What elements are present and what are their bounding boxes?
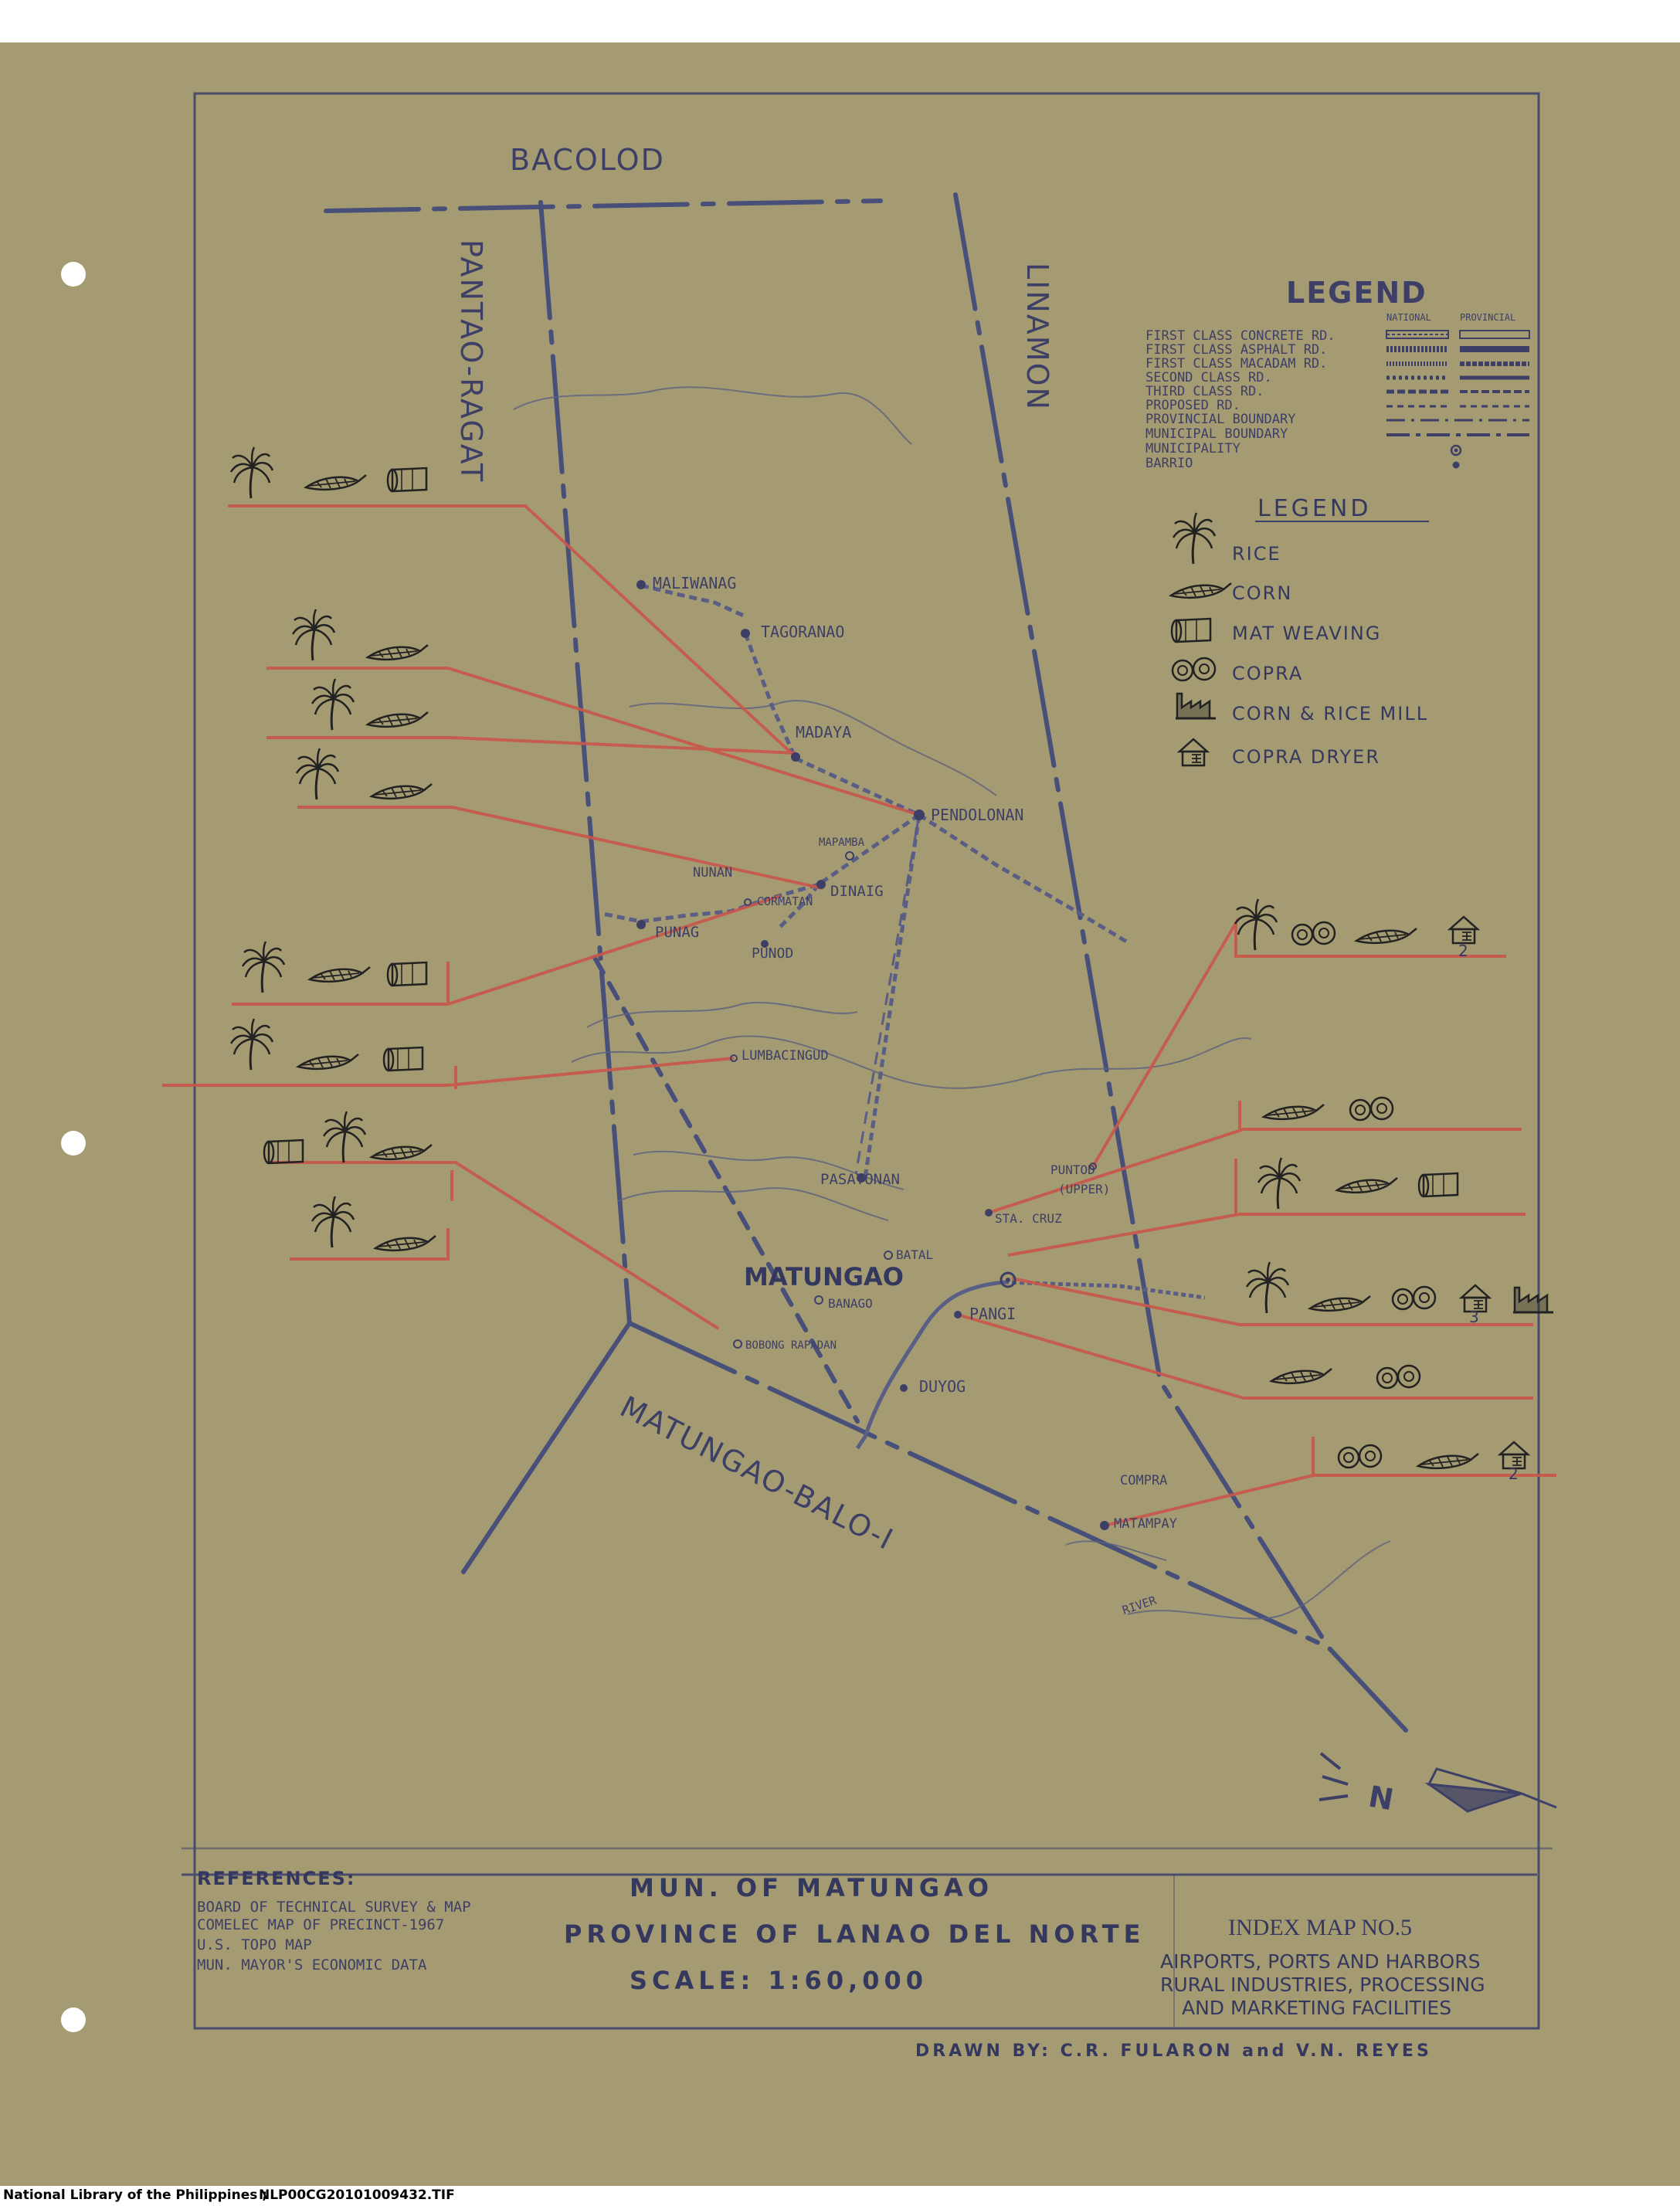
road-legend-col-national: NATIONAL [1386, 312, 1431, 323]
footer-file-id: NLP00CG20101009432.TIF [259, 2187, 455, 2203]
road-legend-item: BARRIO [1145, 456, 1193, 471]
corn-icon [368, 645, 428, 660]
dryer-count-label: 2 [1509, 1464, 1519, 1483]
icon-cluster-10 [1264, 1098, 1393, 1120]
road-legend-item: PROVINCIAL BOUNDARY [1145, 412, 1296, 427]
road-legend-item: THIRD CLASS RD. [1145, 384, 1264, 399]
icon-cluster-2 [293, 609, 428, 660]
title-index-map: INDEX MAP NO.5 [1228, 1915, 1413, 1940]
title-municipality: MUN. OF MATUNGAO [630, 1873, 994, 1902]
icon-cluster-9 [1235, 899, 1478, 950]
reference-item: U.S. TOPO MAP [197, 1936, 312, 1953]
place-cormatan: CORMATAN [757, 894, 813, 908]
road-legend-item: PROPOSED RD. [1145, 398, 1240, 413]
place-lumbacingud: LUMBACINGUD [742, 1048, 829, 1064]
settlement-markers [636, 580, 1109, 1530]
mat-weaving-icon [1419, 1173, 1458, 1196]
road-legend-col-provincial: PROVINCIAL [1460, 312, 1516, 323]
mat-weaving-icon [388, 468, 426, 491]
archive-footer [0, 2186, 1680, 2206]
corn-icon [306, 475, 366, 490]
reference-item: MUN. MAYOR'S ECONOMIC DATA [197, 1957, 427, 1974]
place-pangi: PANGI [969, 1305, 1016, 1323]
border-east-label: LINAMON [1020, 263, 1054, 411]
place-punod: PUNOD [752, 945, 794, 962]
title-subject-line: AND MARKETING FACILITIES [1182, 1997, 1452, 2019]
legend-mat-weaving-label: MAT WEAVING [1232, 623, 1382, 644]
binder-holes [61, 262, 86, 2032]
place-matungao: MATUNGAO [744, 1262, 904, 1291]
copra-dryer-icon [1179, 739, 1207, 765]
road-legend-item: FIRST CLASS CONCRETE RD. [1145, 328, 1336, 344]
corn-icon [1264, 1105, 1324, 1119]
title-block [564, 1873, 1485, 2061]
roads [602, 585, 1205, 1448]
map-frame [195, 93, 1539, 2028]
icon-cluster-8 [312, 1196, 436, 1251]
corn-icon [1171, 583, 1231, 598]
references [197, 1868, 471, 1974]
place-matampay: MATAMPAY [1114, 1516, 1177, 1532]
border-west-label: PANTAO-RAGAT [454, 239, 488, 484]
road-legend [1145, 276, 1529, 471]
corn-icon [1337, 1178, 1397, 1193]
icon-cluster-14 [1339, 1442, 1528, 1468]
corn-icon [1310, 1296, 1370, 1311]
copra-dryer-icon [1450, 917, 1478, 943]
corn-icon [372, 784, 432, 799]
icon-cluster-3 [312, 679, 428, 730]
border-north-label: BACOLOD [510, 143, 665, 177]
road-legend-item: SECOND CLASS RD. [1145, 370, 1272, 385]
icon-cluster-1 [231, 447, 426, 498]
rice-icon [243, 942, 284, 993]
icon-cluster-13 [1271, 1366, 1420, 1388]
references-title: REFERENCES: [197, 1868, 356, 1889]
rice-icon [312, 1196, 354, 1247]
copra-icon [1393, 1287, 1435, 1309]
place-mapamba: MAPAMBA [819, 837, 865, 849]
legend-corn-label: CORN [1232, 582, 1293, 604]
mat-weaving-icon [264, 1140, 303, 1163]
border-south-label: MATUNGAO-BALO-I [614, 1389, 900, 1557]
corn-rice-mill-icon [1176, 694, 1216, 718]
place-dinaig: DINAIG [830, 883, 884, 900]
copra-icon [1350, 1098, 1393, 1120]
corn-icon [372, 1145, 432, 1159]
dryer-count-label: 2 [1458, 942, 1468, 960]
icon-cluster-5 [243, 942, 426, 993]
place-banago: BANAGO [828, 1296, 873, 1311]
place-puntod: PUNTOD [1050, 1162, 1095, 1177]
footer-library-name: National Library of the Philippines ; [3, 2187, 268, 2203]
rice-icon [312, 679, 354, 730]
rice-icon [1173, 513, 1215, 564]
legend-rice-label: RICE [1232, 543, 1281, 565]
icon-cluster-7 [264, 1111, 432, 1163]
river-label: RIVER [1120, 1593, 1159, 1617]
icon-cluster-4 [297, 748, 432, 799]
industry-legend [1171, 495, 1429, 768]
place-batal: BATAL [896, 1247, 934, 1262]
corn-icon [1418, 1454, 1478, 1468]
place-pendolonan: PENDOLONAN [931, 806, 1024, 824]
rice-icon [231, 1019, 273, 1070]
north-arrow-letter: N [1366, 1779, 1398, 1817]
reference-item: BOARD OF TECHNICAL SURVEY & MAP [197, 1899, 471, 1916]
dryer-count-label: 3 [1469, 1308, 1479, 1326]
place-tagoranao: TAGORANAO [761, 623, 845, 641]
place-sta-cruz: STA. CRUZ [995, 1211, 1062, 1226]
corn-icon [298, 1054, 358, 1069]
legend-copra-label: COPRA [1232, 663, 1304, 684]
rice-icon [1247, 1262, 1288, 1313]
title-province: PROVINCE OF LANAO DEL NORTE [564, 1919, 1145, 1949]
place-duyog: DUYOG [919, 1377, 966, 1396]
icon-cluster-12 [1247, 1262, 1553, 1313]
mat-weaving-icon [384, 1047, 423, 1071]
legend-copra-dryer-label: COPRA DRYER [1232, 746, 1380, 768]
corn-icon [1356, 928, 1417, 943]
place-madaya: MADAYA [796, 723, 852, 742]
legend-corn-rice-mill-label: CORN & RICE MILL [1232, 703, 1429, 725]
place-compra: COMPRA [1120, 1473, 1168, 1488]
road-legend-item: MUNICIPAL BOUNDARY [1145, 426, 1288, 442]
copra-icon [1377, 1366, 1420, 1388]
rice-icon [1258, 1158, 1300, 1209]
rice-icon [231, 447, 273, 498]
road-legend-item: FIRST CLASS MACADAM RD. [1145, 356, 1328, 372]
copra-icon [1173, 658, 1215, 680]
place-pasayonan: PASAYONAN [820, 1171, 900, 1188]
road-legend-item: FIRST CLASS ASPHALT RD. [1145, 342, 1328, 358]
rice-icon [293, 609, 334, 660]
copra-icon [1339, 1445, 1381, 1468]
rice-icon [324, 1111, 365, 1162]
north-arrow [1319, 1753, 1556, 1817]
rice-icon [1235, 899, 1277, 950]
copra-icon [1292, 922, 1335, 945]
corn-icon [375, 1236, 436, 1251]
place-bobong-rapadan: BOBONG RAPADAN [745, 1339, 837, 1352]
place-nunan: NUNAN [693, 865, 733, 881]
place-maliwanag: MALIWANAG [653, 574, 737, 592]
icon-cluster-6 [231, 1019, 423, 1071]
industry-legend-title: LEGEND [1257, 495, 1372, 522]
place-puntod-note: (UPPER) [1058, 1182, 1111, 1196]
corn-rice-mill-icon [1513, 1288, 1553, 1312]
icon-cluster-11 [1258, 1158, 1458, 1209]
road-legend-title: LEGEND [1286, 276, 1427, 310]
corn-icon [1271, 1369, 1332, 1383]
title-scale: SCALE: 1:60,000 [630, 1966, 928, 1995]
rice-icon [297, 748, 338, 799]
corn-icon [368, 712, 428, 727]
mat-weaving-icon [1172, 619, 1210, 642]
mat-weaving-icon [388, 962, 426, 986]
road-legend-item: MUNICIPALITY [1145, 441, 1240, 456]
title-subject-line: RURAL INDUSTRIES, PROCESSING [1160, 1974, 1485, 1996]
title-subject-line: AIRPORTS, PORTS AND HARBORS [1160, 1950, 1481, 1973]
reference-item: COMELEC MAP OF PRECINCT-1967 [197, 1916, 445, 1933]
corn-icon [310, 967, 370, 982]
place-punag: PUNAG [655, 924, 700, 941]
drawn-by-credit: DRAWN BY: C.R. FULARON and V.N. REYES [915, 2041, 1432, 2061]
